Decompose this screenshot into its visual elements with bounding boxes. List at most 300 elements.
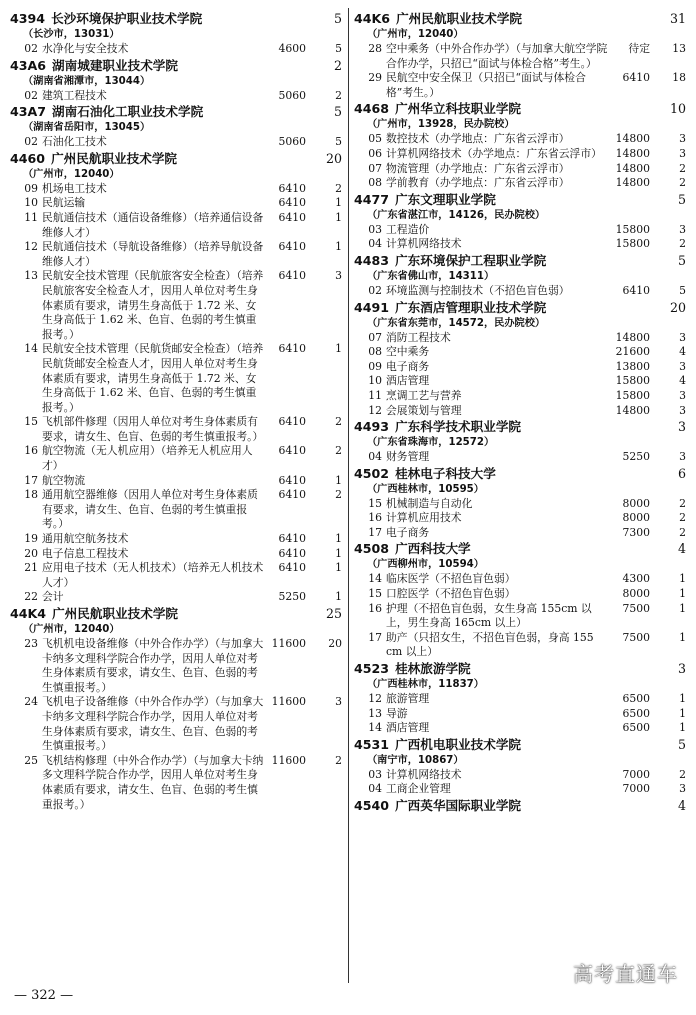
program-code: 28 <box>368 42 382 55</box>
school-block <box>354 465 686 541</box>
program-fee: 6500 <box>622 692 650 706</box>
program-row <box>354 42 686 71</box>
program-name: 民航运输 <box>42 196 86 210</box>
school-name: 长沙环境保护职业技术学院 <box>51 11 203 26</box>
program-name: 民航通信技术（通信设备维修）（培养通信设备维修人才） <box>42 210 264 239</box>
program-name: 数控技术（办学地点：广东省云浮市） <box>386 132 570 146</box>
program-name: 通用航空器维修（因用人单位对考生身体素质有要求，请女生、色盲、色弱的考生慎重报考。） <box>42 488 258 531</box>
program-row <box>10 342 342 415</box>
program-quota: 1 <box>335 532 342 546</box>
program-row <box>354 602 686 631</box>
program-fee: 7300 <box>622 525 650 539</box>
program-code: 16 <box>24 444 38 458</box>
school-total-quota: 2 <box>333 57 342 73</box>
program-fee: 6410 <box>622 71 650 85</box>
school-name: 桂林电子科技大学 <box>395 465 496 481</box>
program-code: 05 <box>368 132 382 146</box>
program-quota: 1 <box>335 473 342 487</box>
program-quota: 3 <box>679 330 686 344</box>
program-fee: 15800 <box>615 222 650 236</box>
school-total-quota: 31 <box>669 11 686 26</box>
program-fee: 5060 <box>278 135 306 149</box>
program-quota: 1 <box>335 342 342 356</box>
program-name: 计算机网络技术（办学地点：广东省云浮市） <box>386 146 602 160</box>
school-header <box>354 191 686 208</box>
program-fee: 6410 <box>278 269 306 283</box>
school-name: 湖南石油化工职业技术学院 <box>52 104 204 120</box>
program-name: 临床医学（不招色盲色弱） <box>386 572 516 586</box>
program-row <box>354 284 686 299</box>
program-row <box>10 89 342 104</box>
program-row <box>354 497 686 512</box>
school-name: 广东环境保护工程职业学院 <box>395 252 547 268</box>
program-fee: 14800 <box>615 132 650 146</box>
program-row <box>354 132 686 147</box>
program-name: 飞机部件修理（因用人单位对考生身体素质有要求，请女生、色盲、色弱的考生慎重报考。） <box>42 415 264 443</box>
school-header <box>354 299 686 316</box>
program-quota: 3 <box>679 403 686 417</box>
program-fee: 8000 <box>622 587 650 601</box>
program-name: 助产（只招女生，不招色盲色弱，身高 155 cm 以上） <box>386 630 594 659</box>
school-block <box>10 57 342 104</box>
program-row <box>10 561 342 590</box>
program-name: 烹调工艺与营养 <box>386 388 462 402</box>
program-name: 电子商务 <box>386 359 430 373</box>
school-total-quota: 20 <box>325 150 342 166</box>
school-location: （广西柳州市，10594） <box>367 559 484 571</box>
program-fee: 4600 <box>278 42 306 55</box>
program-quota: 1 <box>335 561 342 575</box>
program-fee: 待定 <box>628 42 650 55</box>
school-name: 广州民航职业技术学院 <box>51 150 177 166</box>
school-header <box>10 605 342 622</box>
program-row <box>354 526 686 541</box>
school-code: 43A7 <box>10 104 47 120</box>
school-header <box>354 10 686 27</box>
program-quota: 1 <box>679 601 686 615</box>
school-name: 广州华立科技职业学院 <box>395 101 521 117</box>
watermark-logo: 高考直通车 <box>573 962 678 986</box>
school-header <box>354 797 686 814</box>
program-name: 建筑工程技术 <box>42 88 107 102</box>
program-quota: 1 <box>335 546 342 560</box>
program-code: 15 <box>368 496 382 510</box>
program-fee: 14800 <box>615 146 650 160</box>
school-block <box>354 736 686 797</box>
program-code: 04 <box>368 237 382 251</box>
program-fee: 15800 <box>615 388 650 402</box>
program-row <box>10 415 342 444</box>
program-row <box>10 240 342 269</box>
program-name: 电子商务 <box>386 525 430 539</box>
school-code: 4502 <box>354 465 390 481</box>
program-fee: 5060 <box>278 88 306 102</box>
program-code: 08 <box>368 345 382 359</box>
school-location: （广州市，12040） <box>367 29 464 40</box>
program-row <box>10 211 342 240</box>
program-row <box>10 42 342 57</box>
program-name: 消防工程技术 <box>386 330 451 344</box>
program-fee: 6410 <box>278 342 306 356</box>
school-code: 4460 <box>10 150 46 166</box>
school-location: （湖南省岳阳市，13045） <box>23 122 151 134</box>
program-fee: 6410 <box>278 240 306 254</box>
program-row <box>354 587 686 602</box>
school-name: 广西科技大学 <box>395 541 471 557</box>
program-quota: 3 <box>679 146 686 160</box>
program-quota: 2 <box>335 488 342 502</box>
program-code: 03 <box>368 222 382 236</box>
school-block <box>354 100 686 190</box>
school-location: （广西桂林市，10595） <box>367 483 484 495</box>
school-header <box>354 660 686 677</box>
program-row <box>354 721 686 736</box>
school-code: 44K4 <box>10 606 47 621</box>
program-quota: 2 <box>679 511 686 525</box>
right-column <box>354 10 686 985</box>
program-row <box>10 590 342 605</box>
program-fee: 14800 <box>615 176 650 190</box>
program-quota: 1 <box>679 706 686 720</box>
program-code: 14 <box>368 572 382 586</box>
school-name: 湖南城建职业技术学院 <box>52 57 178 73</box>
program-fee: 6410 <box>278 196 306 210</box>
program-name: 学前教育（办学地点：广东省云浮市） <box>386 176 570 190</box>
school-header <box>354 465 686 482</box>
program-name: 财务管理 <box>386 450 430 464</box>
school-block <box>354 10 686 100</box>
program-name: 工商企业管理 <box>386 782 451 796</box>
program-name: 导游 <box>386 706 408 720</box>
school-total-quota: 10 <box>669 101 686 117</box>
program-row <box>354 162 686 177</box>
program-quota: 2 <box>679 176 686 190</box>
school-name: 广州民航职业技术学院 <box>52 606 178 621</box>
program-fee: 5250 <box>622 450 650 464</box>
program-name: 酒店管理 <box>386 721 430 735</box>
program-row <box>354 631 686 660</box>
program-code: 11 <box>368 388 382 402</box>
school-name: 广州民航职业技术学院 <box>396 11 522 26</box>
program-fee: 8000 <box>622 496 650 510</box>
program-quota: 2 <box>679 767 686 781</box>
program-code: 17 <box>24 473 38 487</box>
program-quota: 5 <box>335 135 342 149</box>
school-code: 4540 <box>354 798 390 813</box>
program-row <box>10 488 342 532</box>
program-name: 民航空中安全保卫（只招已“面试与体检合格”考生。） <box>386 71 586 99</box>
school-location: （广州市，12040） <box>23 168 120 180</box>
program-name: 通用航空航务技术 <box>42 532 129 546</box>
program-name: 空中乘务 <box>386 345 430 359</box>
school-header <box>10 150 342 167</box>
program-row <box>10 269 342 342</box>
program-code: 15 <box>368 587 382 601</box>
school-total-quota: 6 <box>677 465 686 481</box>
program-code: 02 <box>24 135 38 149</box>
program-name: 民航安全技术管理（民航货邮安全检查）（培养民航货邮安全检查人才，因用人单位对考生身体素质有要求，请男生身高低于 1.72 米、女生身高低于 1.62 米、色盲、色弱的考生慎重报考。） <box>42 342 264 414</box>
school-name: 广东科学技术职业学院 <box>395 419 521 435</box>
program-code: 16 <box>368 601 382 615</box>
program-code: 23 <box>24 637 38 650</box>
program-code: 29 <box>368 71 382 85</box>
program-fee: 11600 <box>271 637 306 650</box>
program-quota: 1 <box>679 572 686 586</box>
program-quota: 2 <box>335 88 342 102</box>
school-block <box>10 103 342 150</box>
program-code: 12 <box>24 240 38 254</box>
program-fee: 21600 <box>615 345 650 359</box>
program-fee: 6410 <box>278 561 306 575</box>
program-name: 计算机应用技术 <box>386 511 462 525</box>
school-block <box>354 418 686 465</box>
program-quota: 13 <box>672 42 686 55</box>
school-block <box>354 660 686 736</box>
program-quota: 1 <box>335 590 342 604</box>
program-row <box>354 768 686 783</box>
school-block <box>354 299 686 419</box>
program-name: 应用电子技术（无人机技术）（培养无人机技术人才） <box>42 561 264 589</box>
program-name: 会计 <box>42 590 64 604</box>
school-location: （广东省东莞市，14572，民办院校） <box>367 317 546 329</box>
program-code: 02 <box>24 88 38 102</box>
program-row <box>10 182 342 197</box>
program-row <box>354 331 686 346</box>
program-quota: 1 <box>679 721 686 735</box>
school-block <box>354 540 686 660</box>
school-location: （广州市，12040） <box>23 624 120 635</box>
program-fee: 7000 <box>622 767 650 781</box>
program-quota: 3 <box>679 782 686 796</box>
program-fee: 11600 <box>271 753 306 767</box>
left-column <box>10 10 342 985</box>
program-row <box>10 754 342 812</box>
program-quota: 3 <box>335 695 342 709</box>
program-fee: 8000 <box>622 511 650 525</box>
program-name: 航空物流 <box>42 473 86 487</box>
school-code: 4483 <box>354 252 390 268</box>
school-location: （广西桂林市，11837） <box>367 679 484 691</box>
program-code: 15 <box>24 415 38 429</box>
program-code: 17 <box>368 525 382 539</box>
program-fee: 11600 <box>271 695 306 709</box>
program-quota: 3 <box>335 269 342 283</box>
program-fee: 5250 <box>278 590 306 604</box>
school-location: （广东省佛山市，14311） <box>367 270 495 282</box>
program-quota: 3 <box>679 132 686 146</box>
school-total-quota: 5 <box>677 736 686 752</box>
program-code: 06 <box>368 146 382 160</box>
program-quota: 1 <box>679 630 686 644</box>
program-row <box>354 223 686 238</box>
school-total-quota: 4 <box>677 541 686 557</box>
school-code: 4477 <box>354 191 390 207</box>
program-fee: 6410 <box>278 415 306 429</box>
program-name: 飞机电子设备维修（中外合作办学）（与加拿大卡纳多文理科学院合作办学，因用人单位对考生身体素质有要求，请女生、色盲、色弱的考生慎重报考。） <box>42 695 264 753</box>
school-header <box>10 103 342 120</box>
school-block <box>10 605 342 812</box>
program-row <box>354 389 686 404</box>
program-quota: 1 <box>335 196 342 210</box>
program-quota: 4 <box>679 345 686 359</box>
school-total-quota: 5 <box>333 11 342 26</box>
school-header <box>354 736 686 753</box>
school-name: 广东酒店管理职业技术学院 <box>395 299 547 315</box>
school-code: 44K6 <box>354 11 391 26</box>
program-quota: 2 <box>679 496 686 510</box>
program-code: 21 <box>24 561 38 575</box>
school-code: 4508 <box>354 541 390 557</box>
program-row <box>354 360 686 375</box>
program-code: 12 <box>368 403 382 417</box>
school-total-quota: 5 <box>333 104 342 120</box>
school-code: 4468 <box>354 101 390 117</box>
program-row <box>10 135 342 150</box>
school-code: 4394 <box>10 11 46 26</box>
program-quota: 2 <box>679 161 686 175</box>
school-total-quota: 5 <box>677 252 686 268</box>
program-row <box>10 196 342 211</box>
program-row <box>354 707 686 722</box>
program-quota: 4 <box>679 374 686 388</box>
program-code: 12 <box>368 692 382 706</box>
program-row <box>354 71 686 100</box>
program-fee: 6500 <box>622 706 650 720</box>
program-code: 04 <box>368 450 382 464</box>
program-fee: 6410 <box>278 210 306 224</box>
program-quota: 2 <box>335 415 342 429</box>
program-code: 14 <box>368 721 382 735</box>
program-row <box>354 374 686 389</box>
program-name: 会展策划与管理 <box>386 403 462 417</box>
program-code: 20 <box>24 546 38 560</box>
program-code: 14 <box>24 342 38 356</box>
program-row <box>354 404 686 419</box>
program-name: 物流管理（办学地点：广东省云浮市） <box>386 161 570 175</box>
school-block <box>354 191 686 252</box>
school-name: 广西机电职业技术学院 <box>395 736 521 752</box>
program-quota: 2 <box>679 525 686 539</box>
program-row <box>10 637 342 695</box>
school-code: 4493 <box>354 419 390 435</box>
program-code: 09 <box>368 359 382 373</box>
program-code: 04 <box>368 782 382 796</box>
program-quota: 3 <box>679 450 686 464</box>
program-row <box>10 444 342 473</box>
school-total-quota: 5 <box>677 191 686 207</box>
program-code: 10 <box>24 196 38 210</box>
program-code: 13 <box>368 706 382 720</box>
program-code: 11 <box>24 210 38 224</box>
program-fee: 6410 <box>278 473 306 487</box>
school-location: （长沙市，13031） <box>23 29 120 40</box>
program-name: 电子信息工程技术 <box>42 546 129 560</box>
program-quota: 1 <box>679 587 686 601</box>
program-quota: 5 <box>335 42 342 55</box>
program-quota: 1 <box>335 240 342 254</box>
program-row <box>10 474 342 489</box>
school-total-quota: 20 <box>669 299 686 315</box>
program-name: 护理（不招色盲色弱，女生身高 155cm 以上，男生身高 165cm 以上） <box>386 601 592 630</box>
program-name: 水净化与安全技术 <box>42 42 129 55</box>
page-number: — 322 — <box>14 988 74 1003</box>
school-location: （南宁市，10867） <box>367 754 464 766</box>
program-code: 03 <box>368 767 382 781</box>
school-name: 桂林旅游学院 <box>395 661 471 677</box>
program-row <box>354 345 686 360</box>
program-quota: 3 <box>679 359 686 373</box>
program-name: 旅游管理 <box>386 692 430 706</box>
program-fee: 7500 <box>622 630 650 644</box>
column-divider <box>348 8 349 983</box>
program-quota: 5 <box>679 283 686 297</box>
program-fee: 7000 <box>622 782 650 796</box>
school-block <box>10 150 342 605</box>
program-name: 民航安全技术管理（民航旅客安全检查）（培养民航旅客安全检查人才，因用人单位对考生身体素质有要求，请男生身高低于 1.72 米、女生身高低于 1.62 米、色盲、色弱的考生慎重报考。） <box>42 269 264 341</box>
program-name: 机械制造与自动化 <box>386 496 473 510</box>
school-code: 43A6 <box>10 57 47 73</box>
program-row <box>354 450 686 465</box>
program-quota: 2 <box>335 753 342 767</box>
program-name: 环境监测与控制技术（不招色盲色弱） <box>386 283 570 297</box>
program-code: 19 <box>24 532 38 546</box>
school-name: 广东文理职业学院 <box>395 191 496 207</box>
program-name: 工程造价 <box>386 222 430 236</box>
school-code: 4531 <box>354 736 390 752</box>
program-row <box>10 547 342 562</box>
program-quota: 1 <box>679 692 686 706</box>
school-location: （广东省湛江市，14126，民办院校） <box>367 209 546 221</box>
program-code: 07 <box>368 161 382 175</box>
program-name: 石油化工技术 <box>42 135 107 149</box>
program-row <box>10 532 342 547</box>
program-fee: 14800 <box>615 161 650 175</box>
program-name: 空中乘务（中外合作办学）（与加拿大航空学院合作办学，只招已“面试与体检合格”考生。） <box>386 42 608 70</box>
program-code: 25 <box>24 753 38 767</box>
program-quota: 2 <box>679 237 686 251</box>
program-name: 酒店管理 <box>386 374 430 388</box>
school-location: （广东省珠海市，12572） <box>367 437 495 449</box>
program-fee: 6410 <box>278 532 306 546</box>
school-header <box>10 57 342 74</box>
program-name: 计算机网络技术 <box>386 767 462 781</box>
school-header <box>354 100 686 117</box>
program-row <box>354 782 686 797</box>
program-name: 飞机结构修理（中外合作办学）（与加拿大卡纳多文理科学院合作办学，因用人单位对考生身体素质有要求，请女生、色盲、色弱的考生慎重报考。） <box>42 753 264 811</box>
program-code: 02 <box>24 42 38 55</box>
school-code: 4491 <box>354 299 390 315</box>
school-total-quota: 25 <box>325 606 342 621</box>
school-block <box>354 252 686 299</box>
program-row <box>354 692 686 707</box>
school-total-quota: 4 <box>677 798 686 813</box>
school-location: （湖南省湘潭市，13044） <box>23 75 151 87</box>
program-name: 计算机网络技术 <box>386 237 462 251</box>
school-header <box>354 540 686 557</box>
program-row <box>354 572 686 587</box>
program-fee: 6410 <box>278 488 306 502</box>
program-quota: 18 <box>672 71 686 85</box>
program-name: 民航通信技术（导航设备维修）（培养导航设备维修人才） <box>42 240 264 268</box>
program-row <box>354 237 686 252</box>
school-total-quota: 3 <box>677 419 686 435</box>
program-code: 02 <box>368 283 382 297</box>
program-row <box>354 176 686 191</box>
school-header <box>354 418 686 435</box>
program-row <box>10 695 342 753</box>
program-code: 10 <box>368 374 382 388</box>
program-fee: 6410 <box>278 181 306 195</box>
